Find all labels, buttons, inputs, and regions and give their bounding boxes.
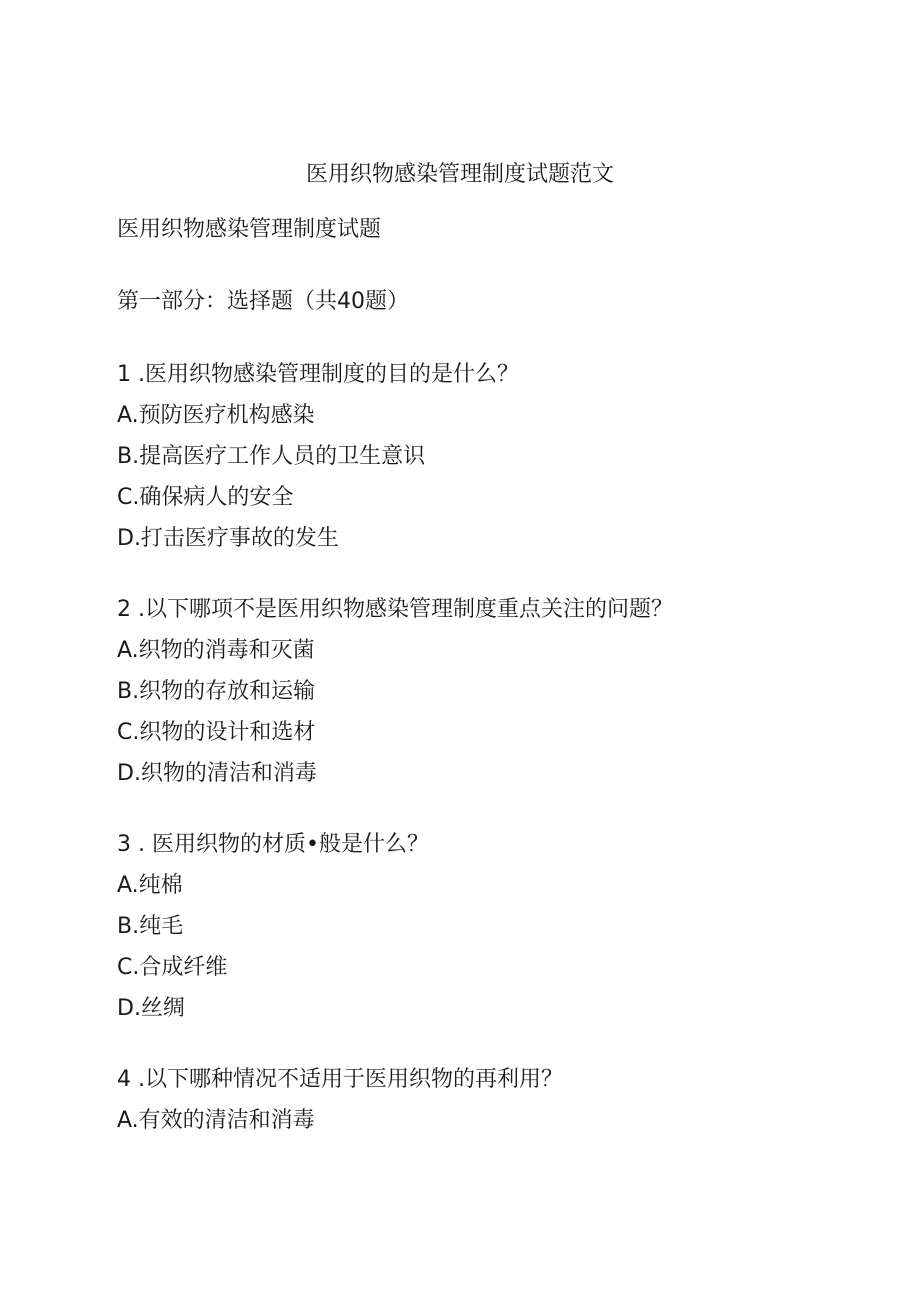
question-2: [117, 593, 837, 798]
question-1-option-d: D.打击医疗事故的发生: [117, 526, 339, 551]
question-4-text: 4 .以下哪种情况不适用于医用织物的再利用？: [117, 1067, 563, 1092]
question-2-text: 2 .以下哪项不是医用织物感染管理制度重点关注的问题？: [117, 597, 673, 622]
section-heading: 第一部分：选择题（共40题）: [117, 289, 409, 314]
question-3-option-b: B.纯毛: [117, 914, 184, 939]
question-2-option-d: D.织物的清洁和消毒: [117, 761, 317, 786]
question-3-option-a: A.纯棉: [117, 873, 183, 898]
question-2-option-a: A.织物的消毒和灭菌: [117, 638, 315, 663]
question-3-option-c: C.合成纤维: [117, 955, 228, 980]
document-title: 医用织物感染管理制度试题范文: [305, 162, 614, 187]
question-1-text: 1 .医用织物感染管理制度的目的是什么？: [117, 362, 519, 387]
question-3-option-d: D.丝绸: [117, 996, 185, 1021]
document-subtitle: 医用织物感染管理制度试题: [117, 217, 382, 242]
question-4: [117, 1063, 837, 1145]
question-4-option-a: A.有效的清洁和消毒: [117, 1108, 315, 1133]
question-1: [117, 358, 837, 563]
question-1-option-a: A.预防医疗机构感染: [117, 403, 315, 428]
question-3: [117, 828, 837, 1033]
question-2-option-b: B.织物的存放和运输: [117, 679, 316, 704]
question-3-text: 3 . 医用织物的材质•般是什么？: [117, 832, 429, 857]
question-1-option-b: B.提高医疗工作人员的卫生意识: [117, 444, 426, 469]
question-1-option-c: C.确保病人的安全: [117, 485, 294, 510]
question-2-option-c: C.织物的设计和选材: [117, 720, 316, 745]
